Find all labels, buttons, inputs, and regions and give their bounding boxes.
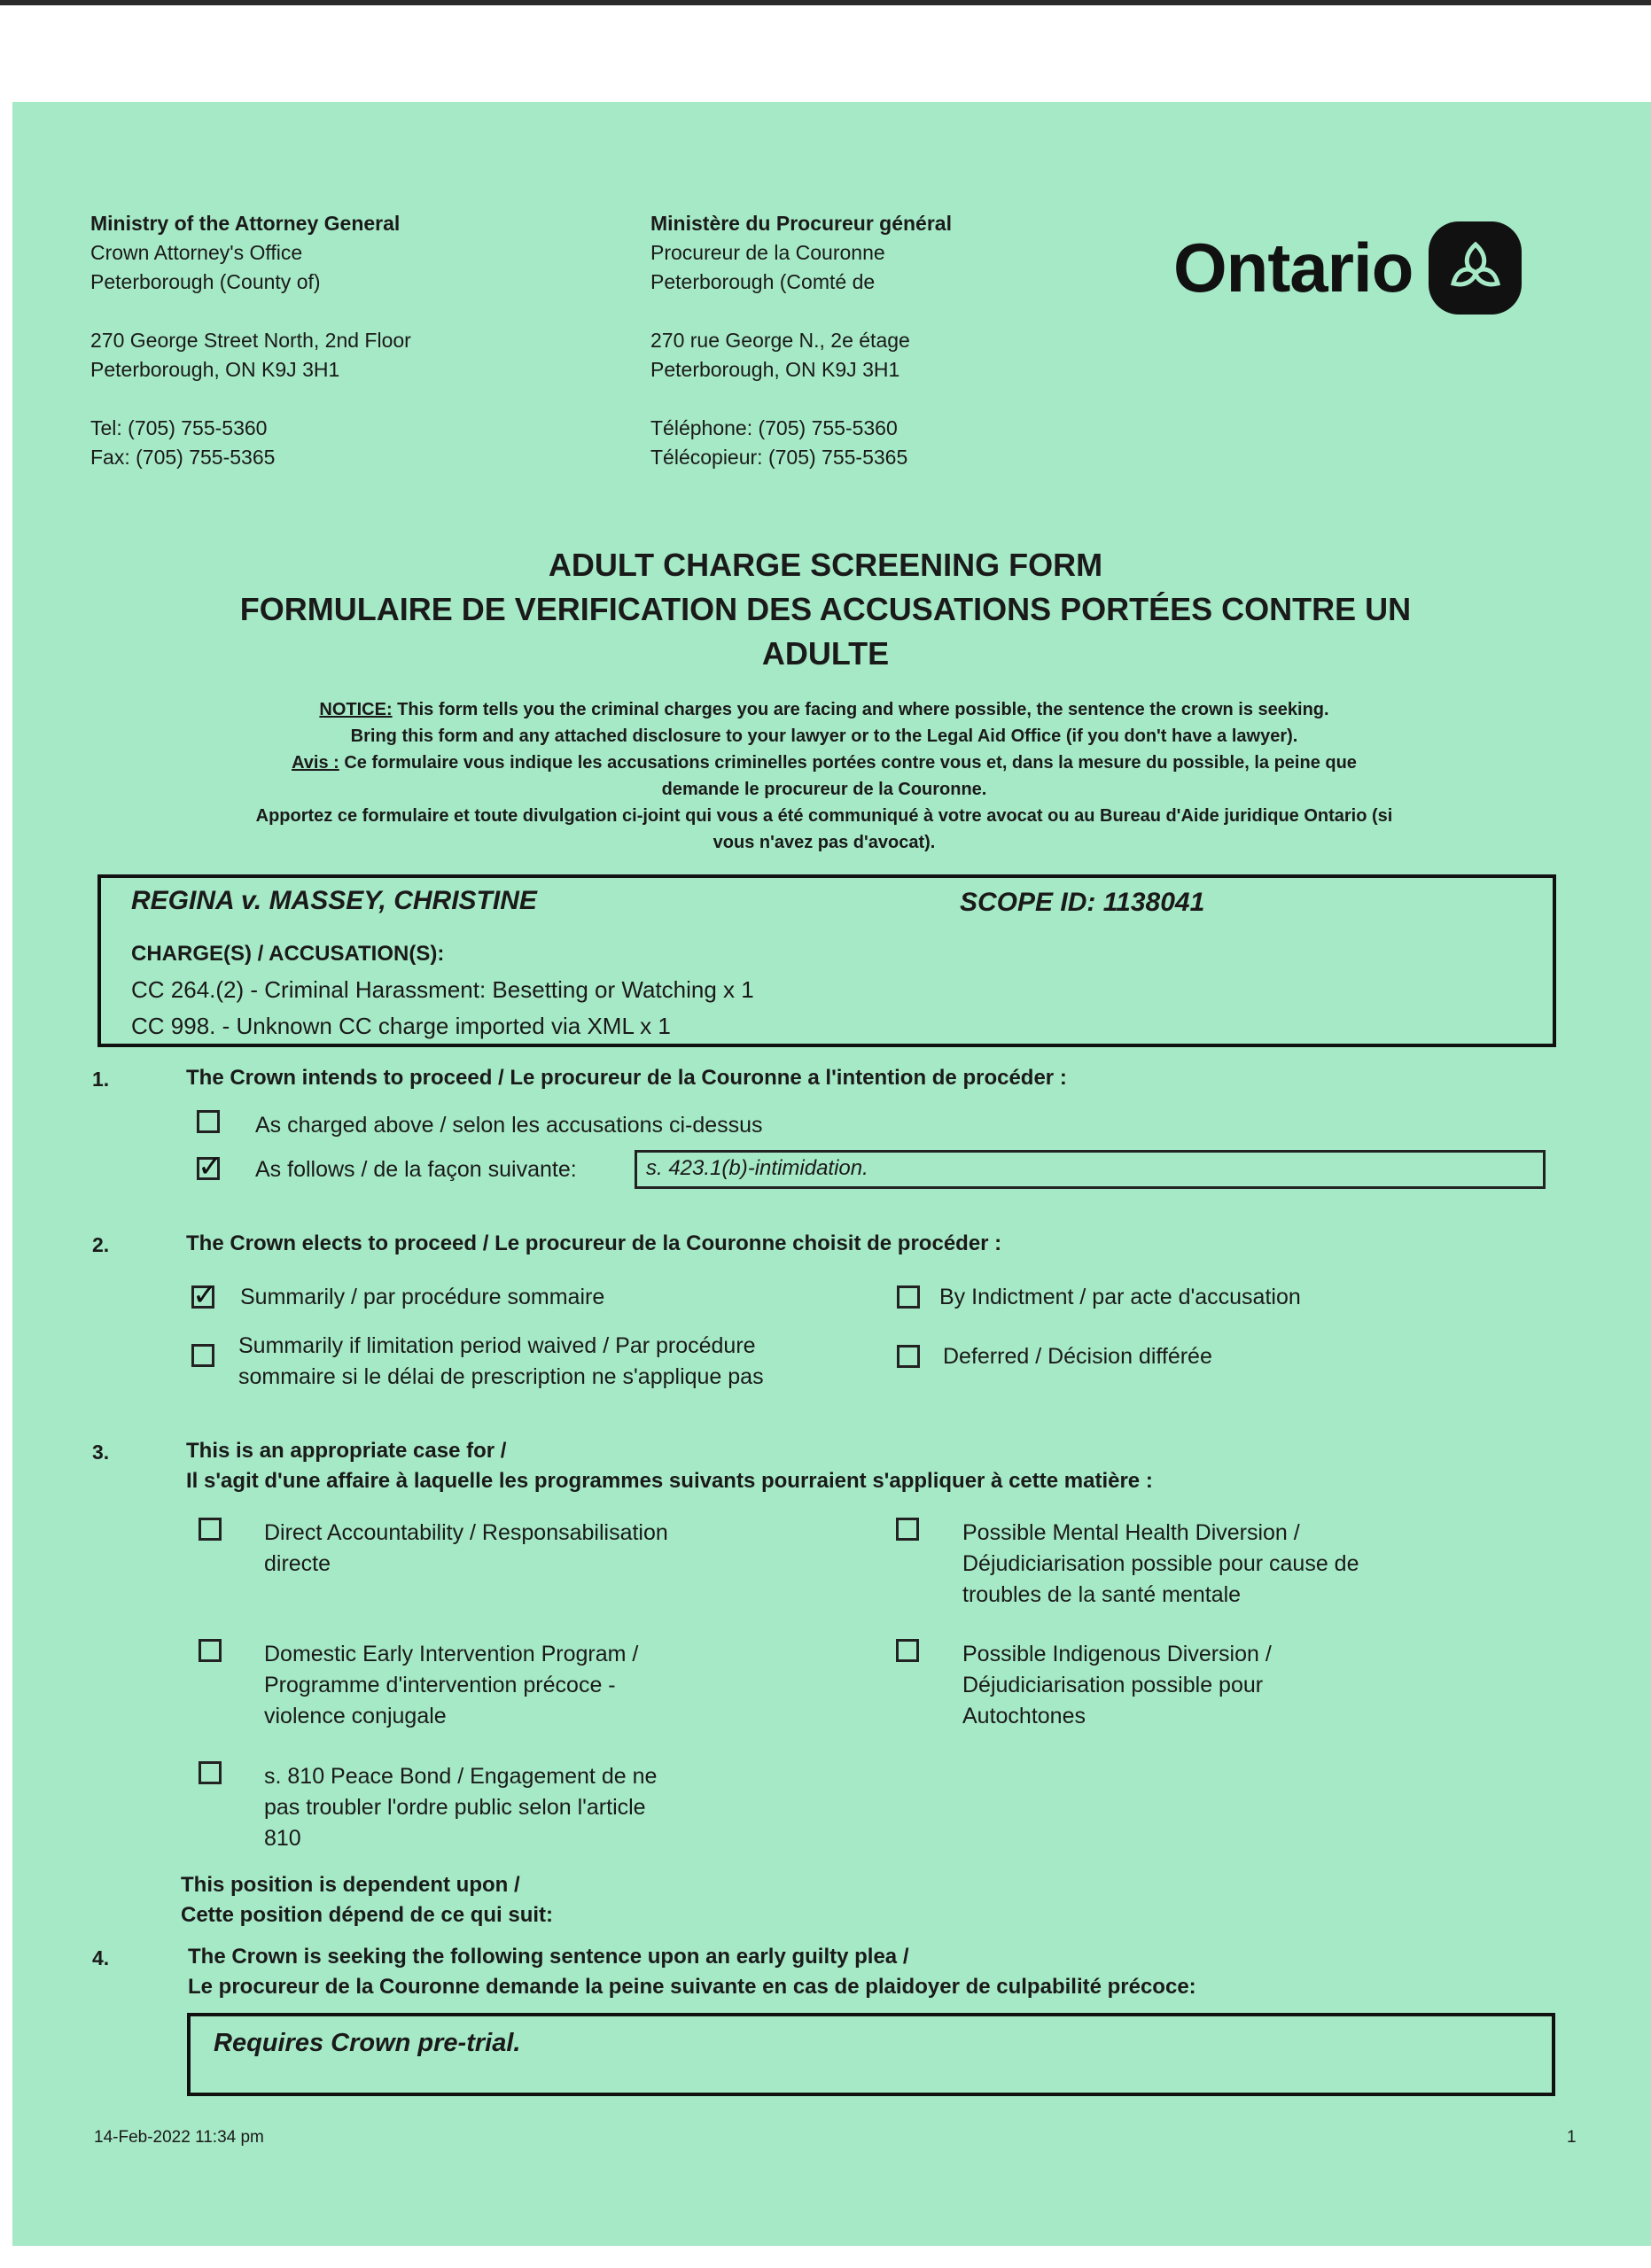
q3-dep-line-2: Cette position dépend de ce qui suit:	[181, 1903, 554, 1927]
ministry-en: Ministry of the Attorney General	[90, 212, 401, 235]
header-french	[650, 209, 952, 472]
q3-direct-accountability-checkbox[interactable]	[199, 1518, 222, 1541]
form-title	[0, 543, 1651, 676]
q3-mh-line-1: Possible Mental Health Diversion /	[962, 1520, 1300, 1545]
q2-indictment-label: By Indictment / par acte d'accusation	[939, 1285, 1301, 1309]
q3-dei-line-3: violence conjugale	[264, 1704, 447, 1728]
fax-en: Fax: (705) 755-5365	[90, 446, 276, 469]
trillium-icon	[1429, 221, 1522, 315]
avis-label: Avis :	[292, 753, 339, 773]
notice-label: NOTICE:	[319, 700, 393, 719]
q2-number: 2.	[92, 1233, 110, 1256]
notice-line-3: Ce formulaire vous indique les accusations criminelles portées contre vous et, dans la mesure du possible, la peine que	[339, 753, 1357, 773]
q3-dei-line-1: Domestic Early Intervention Program /	[264, 1642, 639, 1666]
q3-indigenous-diversion-checkbox[interactable]	[896, 1639, 919, 1662]
title-line-2: FORMULAIRE DE VERIFICATION DES ACCUSATIONS PORTÉES CONTRE UN	[239, 591, 1412, 627]
q3-dep-line-1: This position is dependent upon /	[181, 1873, 520, 1897]
notice-block	[204, 696, 1445, 856]
q2-summarily-waived-line-2: sommaire si le délai de prescription ne s'applique pas	[238, 1364, 764, 1389]
q3-peace-bond-label	[264, 1761, 657, 1854]
q3-text	[186, 1436, 1153, 1496]
q2-summarily-waived-checkbox[interactable]	[191, 1344, 214, 1367]
q3-dei-line-2: Programme d'intervention précoce -	[264, 1673, 616, 1697]
q2-deferred-checkbox[interactable]	[897, 1345, 920, 1368]
address1-fr: 270 rue George N., 2e étage	[650, 329, 910, 352]
q1-number: 1.	[92, 1068, 110, 1091]
ontario-logo	[1173, 221, 1522, 315]
footer-timestamp: 14-Feb-2022 11:34 pm	[94, 2128, 264, 2147]
charges-label: CHARGE(S) / ACCUSATION(S):	[131, 942, 445, 966]
q3-mh-line-2: Déjudiciarisation possible pour cause de	[962, 1551, 1359, 1576]
county-en: Peterborough (County of)	[90, 270, 321, 293]
q3-pb-line-2: pas troubler l'ordre public selon l'article	[264, 1795, 646, 1820]
q3-domestic-early-intervention-label	[264, 1639, 638, 1732]
case-name: REGINA v. MASSEY, CHRISTINE	[131, 886, 537, 915]
tel-en: Tel: (705) 755-5360	[90, 416, 268, 439]
office-fr: Procureur de la Couronne	[650, 241, 885, 264]
q2-deferred-label: Deferred / Décision différée	[943, 1344, 1212, 1369]
q3-id-line-2: Déjudiciarisation possible pour	[962, 1673, 1264, 1697]
notice-line-6: vous n'avez pas d'avocat).	[713, 833, 936, 852]
scope-id: SCOPE ID: 1138041	[960, 888, 1205, 917]
notice-line-4: demande le procureur de la Couronne.	[661, 780, 987, 799]
tel-fr: Téléphone: (705) 755-5360	[650, 416, 898, 439]
q3-direct-accountability-label	[264, 1518, 668, 1580]
q3-indigenous-diversion-label	[962, 1639, 1272, 1732]
q2-summarily-waived-label	[238, 1331, 764, 1393]
address2-fr: Peterborough, ON K9J 3H1	[650, 358, 900, 381]
q3-text-line-2: Il s'agit d'une affaire à laquelle les programmes suivants pourraient s'appliquer à cette matière :	[186, 1469, 1153, 1493]
title-line-3: ADULTE	[761, 635, 890, 672]
q4-sentence-field[interactable]: Requires Crown pre-trial.	[187, 2013, 1555, 2096]
q2-summarily-label: Summarily / par procédure sommaire	[240, 1285, 605, 1309]
notice-line-2: Bring this form and any attached disclosure to your lawyer or to the Legal Aid Office (if you don't have a lawyer).	[350, 726, 1298, 746]
q3-domestic-early-intervention-checkbox[interactable]	[199, 1639, 222, 1662]
q3-mental-health-diversion-label	[962, 1518, 1359, 1611]
q4-number: 4.	[92, 1946, 110, 1969]
address2-en: Peterborough, ON K9J 3H1	[90, 358, 340, 381]
q1-as-charged-label: As charged above / selon les accusations ci-dessus	[255, 1113, 763, 1138]
q1-as-charged-checkbox[interactable]	[197, 1110, 220, 1133]
q3-dependent-upon	[181, 1870, 553, 1930]
notice-line-5: Apportez ce formulaire et toute divulgation ci-joint qui vous a été communiqué à votre avocat ou au Bureau d'Aide juridique Ontario (si	[255, 806, 1393, 826]
q3-pb-line-1: s. 810 Peace Bond / Engagement de ne	[264, 1764, 658, 1789]
county-fr: Peterborough (Comté de	[650, 270, 876, 293]
q3-text-line-1: This is an appropriate case for /	[186, 1439, 507, 1463]
q1-as-follows-checkbox[interactable]	[197, 1157, 220, 1180]
title-line-1: ADULT CHARGE SCREENING FORM	[548, 547, 1103, 583]
q2-summarily-checkbox[interactable]	[191, 1285, 214, 1309]
q4-text-line-1: The Crown is seeking the following sentence upon an early guilty plea /	[188, 1945, 909, 1969]
q3-da-line-2: directe	[264, 1551, 331, 1576]
charge-item: CC 264.(2) - Criminal Harassment: Besetting or Watching x 1	[131, 976, 754, 1003]
q3-pb-line-3: 810	[264, 1826, 301, 1851]
ontario-wordmark: Ontario	[1173, 229, 1413, 307]
address1-en: 270 George Street North, 2nd Floor	[90, 329, 411, 352]
q1-as-follows-label: As follows / de la façon suivante:	[255, 1157, 577, 1182]
q3-peace-bond-checkbox[interactable]	[199, 1761, 222, 1784]
q2-text: The Crown elects to proceed / Le procureur de la Couronne choisit de procéder :	[186, 1231, 1002, 1255]
header-english	[90, 209, 411, 472]
ministry-fr: Ministère du Procureur général	[650, 212, 952, 235]
office-en: Crown Attorney's Office	[90, 241, 303, 264]
q3-mh-line-3: troubles de la santé mentale	[962, 1582, 1242, 1607]
q3-id-line-3: Autochtones	[962, 1704, 1086, 1728]
q3-da-line-1: Direct Accountability / Responsabilisation	[264, 1520, 668, 1545]
q3-mental-health-diversion-checkbox[interactable]	[896, 1518, 919, 1541]
footer-page-number: 1	[1567, 2128, 1577, 2147]
q3-id-line-1: Possible Indigenous Diversion /	[962, 1642, 1272, 1666]
scan-top-edge	[0, 0, 1651, 5]
q4-text	[188, 1942, 1196, 2002]
notice-line-1: This form tells you the criminal charges you are facing and where possible, the sentence the crown is seeking.	[392, 700, 1329, 719]
q4-text-line-2: Le procureur de la Couronne demande la peine suivante en cas de plaidoyer de culpabilité précoce:	[188, 1975, 1196, 1999]
charge-item: CC 998. - Unknown CC charge imported via XML x 1	[131, 1013, 671, 1039]
q2-summarily-waived-line-1: Summarily if limitation period waived / Par procédure	[238, 1333, 756, 1358]
q1-text: The Crown intends to proceed / Le procureur de la Couronne a l'intention de procéder :	[186, 1066, 1067, 1090]
fax-fr: Télécopieur: (705) 755-5365	[650, 446, 908, 469]
q2-indictment-checkbox[interactable]	[897, 1285, 920, 1309]
q3-number: 3.	[92, 1441, 110, 1464]
q1-as-follows-field[interactable]: s. 423.1(b)-intimidation.	[635, 1150, 1546, 1189]
